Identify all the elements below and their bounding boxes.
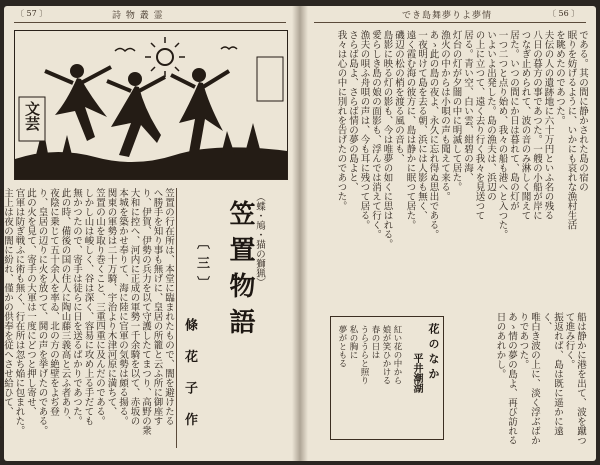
left-body-text xyxy=(2,188,174,450)
body-column: 我々は心の中に別れを告げたのであつた。 xyxy=(335,30,347,211)
right-body-text xyxy=(314,30,588,306)
body-column: 主上は夜の闇に紛れ、僅かの供奉を従へさせ給ひて、 xyxy=(2,188,13,416)
body-column: り、伊賀、伊勢の兵力を以て守護したてまつり、高野の衆 xyxy=(140,188,151,435)
body-column: しかし山は峻しく、谷は深く、容易に攻め上る手だても xyxy=(82,188,94,426)
left-running-head: 詩 物 叢 霊 xyxy=(112,11,164,21)
body-column: 船は静かに港を出て、波を蹴つて進み行く。 xyxy=(563,312,586,445)
body-column: 此の時、備後の国の住人に陶山藤三義高と云ふ者あり、 xyxy=(59,188,71,426)
body-column: 関東の軍勢は二十万騎、宇治より木津河原に満ちて、 xyxy=(105,188,117,416)
poem-box xyxy=(330,316,444,440)
right-page-number: 〔 56 〕 xyxy=(548,9,580,18)
body-column xyxy=(0,188,2,435)
woodcut-illustration xyxy=(14,30,288,180)
body-column: 灯台の灯が夕闇の中に明滅して居た。 xyxy=(450,30,462,192)
article-title: 笠置物語 xyxy=(225,200,255,344)
body-column: あゝ情の夢の島よ、再び訪れる日のあれかし。 xyxy=(494,312,517,445)
woodcut-caption: 文芸 xyxy=(23,101,41,131)
right-lower-text xyxy=(450,312,586,448)
body-column: 振返れば、島は既に遥かに遠く、 xyxy=(540,312,563,436)
body-column: 本城を築かせ奉りて、海に陸に官軍の気勢は頗る揚る。 xyxy=(117,188,128,426)
poem-line: 私の胸に xyxy=(348,325,358,359)
poem-line: 娘が笑ひかける xyxy=(381,325,391,385)
body-column: さらば島よ、さらば情の夢の島よと、 xyxy=(347,30,358,192)
body-column: 笠置の山を取り巻くこと、三重四重に及んだのである。 xyxy=(94,188,105,426)
body-column: いよいよ出発した。島の漁夫は、浜辺の xyxy=(485,30,496,201)
body-column: 遠く霞む海の彼方に、島は静かに眠つて居た。 xyxy=(404,30,416,230)
poem-title: 花のなか xyxy=(427,323,440,383)
body-column: あゝ此の島の夜よ、永久に忘れ得ぬ思出である。 xyxy=(427,30,439,239)
body-column: 居る。青い空、白い雲、紺碧の海、 xyxy=(462,30,473,182)
poem-line: 春の日は xyxy=(370,325,380,359)
body-column: を眺めたのであつた。 xyxy=(554,30,565,125)
body-column: 眠りを妨げるように、いかにも哀れな漁村生活 xyxy=(565,30,577,230)
poem-line: うらうらと照り xyxy=(359,325,369,385)
body-column: り、皇居の辺りに火を放つて、鬨の声を挙げたのである。 xyxy=(36,188,48,435)
body-column: 夫伝の人の遺跡地に六十万円といふ名の残る xyxy=(542,30,554,220)
body-column: 此の火を見て、寄手の大軍は一度にどつと押し寄せ、 xyxy=(25,188,36,416)
body-column: 大和に控へ、河内に正成の軍勢一千余騎を以て、赤坂の xyxy=(128,188,140,426)
body-column: の上に立つて、遠く去り行く我々を見送つて xyxy=(473,30,485,220)
body-column: 無かつたので、寄手は徒らに日を送るばかりであつた。 xyxy=(71,188,82,426)
title-divider xyxy=(176,188,177,448)
dancing-figures-woodcut-icon xyxy=(15,31,287,179)
right-running-head: でき島舞夢りよ夢情 xyxy=(402,11,493,21)
body-column: 夜陰に乗じて五十余人を率ゐ、北の方の絶壁をよぢ登 xyxy=(48,188,59,416)
poem-line: 紅い花の中から xyxy=(392,325,402,385)
article-subhead: （蝶・鳩・猫の獅猟） xyxy=(254,192,265,287)
body-column: 居た。いつの間にか日は暮れて、島の灯が xyxy=(508,30,519,211)
poem-line: 夢がともる xyxy=(337,325,347,368)
poem-author: 平井潮湖 xyxy=(411,353,422,393)
left-header-rule xyxy=(14,22,286,23)
body-column: 島影に映る灯の影も、今は唯夢の如くに思はれる。 xyxy=(381,30,393,249)
body-column: 愛らしき島の娘の面影も、浮んでは消えて行く。 xyxy=(370,30,381,239)
body-column: へ勝手を知り事も無げに、皇居の所籠と云ふ所に御座す xyxy=(151,188,163,426)
body-column: 八日の暮方の事であつた。一艘の小船が岸に xyxy=(531,30,542,220)
body-column: である。其の間に静かされた島の宿の xyxy=(577,30,588,192)
body-column: 漁火の中からは小唄の声も聞えて来る。 xyxy=(439,30,450,201)
article-part-number: 〔三〕 xyxy=(194,236,209,296)
body-column: 官軍は防ぎ戦ふに術も無く、行在所は忽ち焔に包まれた。 xyxy=(13,188,25,435)
body-column: 一つ二つと点り始め、我々の船も港へと入つた。 xyxy=(496,30,508,239)
body-column: 笠置の行在所は、本堂に臨まれたもので、闇を避けたる xyxy=(163,188,174,426)
article-author: 條 花 子 作 xyxy=(182,318,197,433)
left-page-number: 〔 57 〕 xyxy=(16,9,48,18)
body-column: 漁夫の唄ふ舟唄の声は、今も耳に残つて居る。 xyxy=(358,30,370,230)
right-header-rule xyxy=(314,22,586,23)
body-column: 一夜明けて島を去る朝、浜には人影も無く、 xyxy=(416,30,427,220)
body-column: つなぎ止められて、波の音のみ淋しく聞えて xyxy=(519,30,531,220)
book-gutter xyxy=(292,6,308,461)
body-column: 磯辺の松の梢を渡る風の音も、 xyxy=(393,30,404,163)
body-column: 唯白き波の上に、淡く浮ぶばかりであつた。 xyxy=(517,312,540,445)
